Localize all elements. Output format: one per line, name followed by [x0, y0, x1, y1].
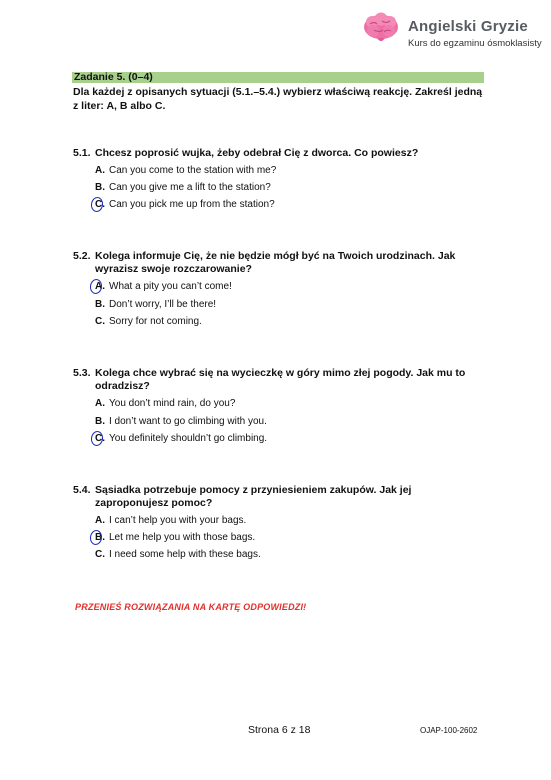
brand-subtitle: Kurs do egzaminu ósmoklasisty — [408, 38, 542, 49]
question-5-1 — [73, 147, 473, 160]
option-letter: A. — [95, 281, 105, 292]
option-5-2-b[interactable] — [95, 299, 216, 311]
option-5-3-c[interactable] — [95, 433, 267, 445]
option-5-2-c[interactable] — [95, 316, 202, 328]
option-letter: C. — [95, 316, 105, 327]
option-letter: C. — [95, 549, 105, 560]
option-text: Can you come to the station with me? — [109, 165, 277, 176]
brain-icon — [362, 12, 400, 46]
option-letter: A. — [95, 398, 105, 409]
brand-title: Angielski Gryzie — [408, 18, 528, 35]
question-number: 5.2. — [73, 250, 91, 262]
option-text: You definitely shouldn’t go climbing. — [109, 433, 268, 444]
option-text: Sorry for not coming. — [109, 316, 202, 327]
option-5-2-a[interactable] — [95, 281, 232, 293]
option-5-1-a[interactable] — [95, 165, 276, 177]
question-text: Kolega informuje Cię, że nie będzie mógł być na Twoich urodzinach. Jak wyrazisz swoje rozczarowanie? — [95, 250, 456, 275]
question-text: Chcesz poprosić wujka, żeby odebrał Cię z dworca. Co powiesz? — [95, 147, 419, 159]
option-text: Let me help you with those bags. — [109, 532, 256, 543]
question-5-3 — [73, 367, 473, 393]
option-letter: C. — [95, 199, 105, 210]
page-number: Strona 6 z 18 — [248, 724, 311, 736]
option-text: I don’t want to go climbing with you. — [109, 416, 267, 427]
option-text: Don’t worry, I’ll be there! — [109, 299, 217, 310]
question-text: Kolega chce wybrać się na wycieczkę w góry mimo złej pogody. Jak mu to odradzisz? — [95, 367, 466, 392]
question-5-2 — [73, 250, 473, 276]
option-letter: A. — [95, 165, 105, 176]
question-number: 5.4. — [73, 484, 91, 496]
question-number: 5.3. — [73, 367, 91, 379]
option-letter: C. — [95, 433, 105, 444]
option-5-3-a[interactable] — [95, 398, 235, 410]
question-number: 5.1. — [73, 147, 91, 159]
option-text: You don’t mind rain, do you? — [109, 398, 236, 409]
document-code: OJAP-100-2602 — [420, 726, 478, 735]
task-header: Zadanie 5. (0–4) — [74, 71, 153, 83]
option-letter: B. — [95, 182, 105, 193]
option-letter: B. — [95, 532, 105, 543]
option-5-4-a[interactable] — [95, 515, 246, 527]
option-letter: A. — [95, 515, 105, 526]
brand-header — [362, 10, 547, 50]
option-5-4-b[interactable] — [95, 532, 255, 544]
option-5-1-c[interactable] — [95, 199, 275, 211]
option-text: I can’t help you with your bags. — [109, 515, 247, 526]
option-5-3-b[interactable] — [95, 416, 267, 428]
option-letter: B. — [95, 416, 105, 427]
option-text: Can you pick me up from the station? — [109, 199, 275, 210]
task-header-bar — [72, 72, 484, 83]
task-instruction: Dla każdej z opisanych sytuacji (5.1.–5.4.) wybierz właściwą reakcję. Zakreśl jedną z liter: A, B albo C. — [73, 86, 483, 112]
option-5-4-c[interactable] — [95, 549, 261, 561]
transfer-note: PRZENIEŚ ROZWIĄZANIA NA KARTĘ ODPOWIEDZI! — [75, 602, 307, 612]
option-5-1-b[interactable] — [95, 182, 271, 194]
question-5-4 — [73, 484, 473, 510]
option-text: I need some help with these bags. — [109, 549, 261, 560]
option-text: Can you give me a lift to the station? — [109, 182, 271, 193]
question-text: Sąsiadka potrzebuje pomocy z przyniesieniem zakupów. Jak jej zaproponujesz pomoc? — [95, 484, 412, 509]
option-letter: B. — [95, 299, 105, 310]
option-text: What a pity you can’t come! — [109, 281, 232, 292]
